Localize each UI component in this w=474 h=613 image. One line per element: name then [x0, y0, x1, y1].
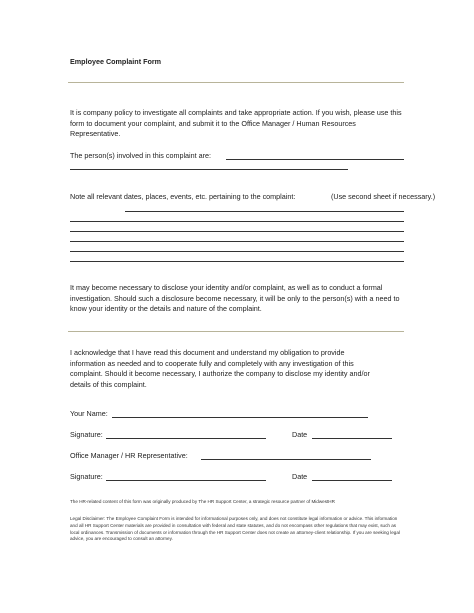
dates-places-note: (Use second sheet if necessary.) — [331, 192, 436, 201]
legal-disclaimer: Legal Disclaimer: The Employee Complaint Form is intended for informational purposes only, and does not constitute legal information or advice. This information and all HR Support Center materials are provided in consultation with federal and state statutes, and do not encompass other regulations that may exist, such as local ordinances. Transmission of documents or information through the HR Support Center does not create an attorney-client relationship. If you are seeking legal advice, you are encouraged to consult an attorney. — [70, 516, 400, 542]
signature-line[interactable] — [106, 438, 266, 439]
manager-date-line[interactable] — [312, 480, 392, 481]
disclosure-paragraph: It may become necessary to disclose your identity and/or complaint, as well as to conduct a formal investigation. Should such a disclosure become necessary, it will be only to the person(s) with a need to know your identity or the details and nature of the complaint. — [70, 283, 400, 313]
policy-paragraph: It is company policy to investigate all complaints and take appropriate action. If you wish, please use this form to document your complaint, and submit it to the Office Manager / Human Resources Representative. — [70, 108, 402, 138]
details-line-6[interactable] — [70, 261, 404, 262]
persons-involved-line-1[interactable] — [226, 159, 404, 160]
manager-signature-line[interactable] — [106, 480, 266, 481]
persons-involved-label: The person(s) involved in this complaint are: — [70, 151, 212, 160]
manager-label: Office Manager / HR Representative: — [70, 451, 188, 460]
details-line-1[interactable] — [125, 211, 404, 212]
date-label: Date — [292, 430, 308, 439]
form-title: Employee Complaint Form — [70, 57, 162, 66]
manager-name-line[interactable] — [201, 459, 371, 460]
details-line-5[interactable] — [70, 251, 404, 252]
dates-places-label: Note all relevant dates, places, events, etc. pertaining to the complaint: — [70, 192, 296, 201]
your-name-line[interactable] — [112, 417, 368, 418]
section-divider-top — [68, 82, 404, 83]
manager-date-label: Date — [292, 472, 308, 481]
section-divider-middle — [68, 331, 404, 332]
details-line-3[interactable] — [70, 231, 404, 232]
persons-involved-line-2[interactable] — [70, 169, 348, 170]
signature-label: Signature: — [70, 430, 103, 439]
footer-credit: The HR-related content of this form was originally produced by The HR Support Center, a strategic resource partner of MidwestHR — [70, 499, 335, 504]
manager-signature-label: Signature: — [70, 472, 103, 481]
details-line-4[interactable] — [70, 241, 404, 242]
your-name-label: Your Name: — [70, 409, 108, 418]
acknowledgement-paragraph: I acknowledge that I have read this document and understand my obligation to provide information as needed and to cooperate fully and completely with any investigation of this complaint. Should it become necessary, I authorize the company to disclose my identity and/or details of this complaint. — [70, 348, 370, 389]
date-line[interactable] — [312, 438, 392, 439]
details-line-2[interactable] — [70, 221, 404, 222]
